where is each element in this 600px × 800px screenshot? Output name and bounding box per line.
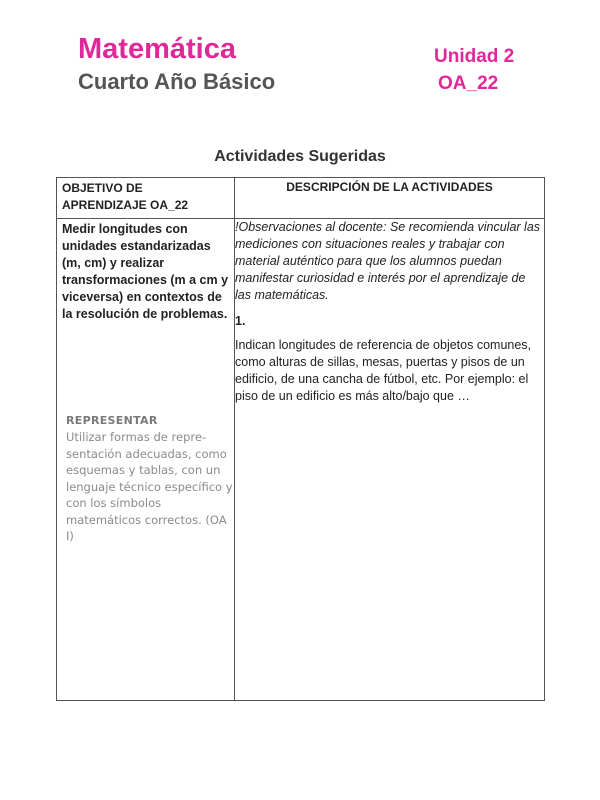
objective-cell [57,219,235,701]
col-left-header: OBJETIVO DE APRENDIZAJE OA_22 [62,181,189,212]
objective-text: Medir longitudes con unidades estandarizadas (m, cm) y realizar transformaciones (m a cm y viceversa) en contextos de la resolución de problemas. [62,222,229,321]
skill-block [57,413,234,545]
teacher-observations: !Observaciones al docente: Se recomienda vincular las mediciones con situaciones reales y trabajar con material auténtico para que los alumnos puedan manifestar curiosidad e interés por el aprendizaje de las matemáticas. [235,220,541,302]
skill-title: REPRESENTAR [66,414,158,427]
col-right-header: DESCRIPCIÓN DE LA ACTIVIDADES [286,180,493,194]
header-cell-objective [57,178,235,219]
activities-table [56,177,545,701]
table-body-row [57,219,545,701]
subject-title: Matemática [78,33,236,65]
grade-title: Cuarto Año Básico [78,69,276,94]
unit-label: Unidad 2 [434,46,515,67]
table-header-row [57,178,545,219]
oa-code-label: OA_22 [438,73,499,94]
skill-text: Utilizar formas de repre-sentación adecuadas, como esquemas y tablas, con un lenguaje técnico específico y con los símbolos matemáticos correctos. (OA I) [66,430,233,543]
activity-number: 1. [235,314,246,328]
description-cell [235,219,545,701]
activity-text: Indican longitudes de referencia de objetos comunes, como alturas de sillas, mesas, puertas y pisos de un edificio, de una cancha de fútbol, etc. Por ejemplo: el piso de un edificio es más alto/bajo que … [235,338,532,403]
section-title: Actividades Sugeridas [214,148,386,165]
header-cell-description [235,178,545,219]
